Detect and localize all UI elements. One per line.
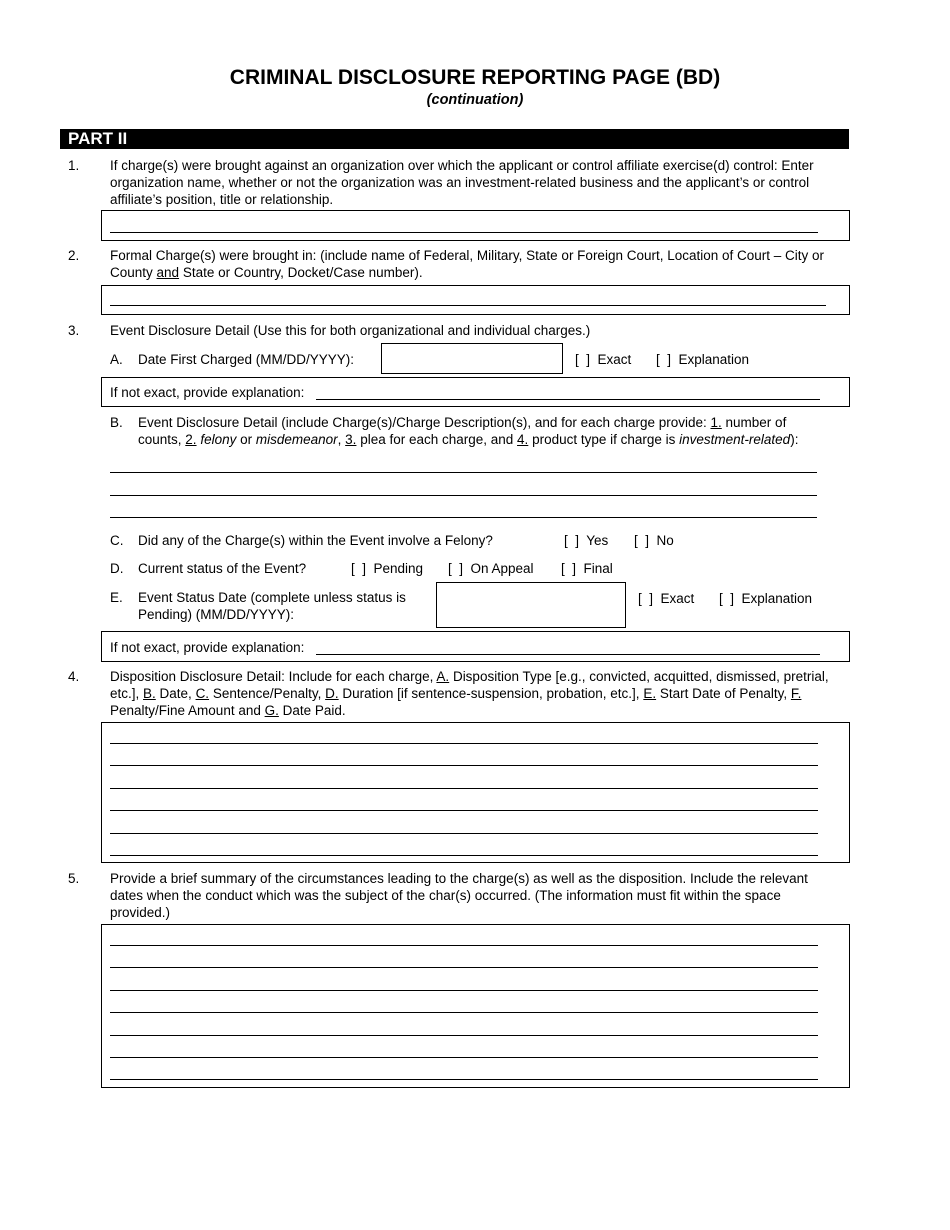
event-status-date-field[interactable] [436, 582, 626, 628]
q3e-letter: E. [110, 590, 123, 605]
answer-line [110, 967, 818, 968]
q3-text: Event Disclosure Detail (Use this for both organizational and individual charges.) [110, 323, 591, 338]
q4-answer-field[interactable] [101, 722, 850, 863]
status-final-checkbox[interactable]: [ ] Final [561, 561, 613, 576]
q2-number: 2. [68, 248, 80, 263]
answer-line [110, 1057, 818, 1058]
q5-text: Provide a brief summary of the circumstances leading to the charge(s) as well as the disposition. Include the relevant dates when the conduct which was the subject of the char(s) occurred. (The information must fit within the space provided.) [110, 871, 808, 920]
q3a-label: Date First Charged (MM/DD/YYYY): [138, 352, 355, 367]
answer-line [110, 765, 818, 766]
page-title: CRIMINAL DISCLOSURE REPORTING PAGE (BD) [229, 66, 721, 89]
q3a-letter: A. [110, 352, 123, 367]
felony-yes-checkbox[interactable]: [ ] Yes [564, 533, 609, 548]
page-subtitle: (continuation) [426, 92, 524, 108]
q3e-exact-checkbox[interactable]: [ ] Exact [638, 591, 695, 606]
answer-line [110, 305, 826, 306]
q3c-label: Did any of the Charge(s) within the Event involve a Felony? [138, 533, 493, 548]
q3b-letter: B. [110, 415, 123, 430]
part-header-bar [60, 129, 849, 149]
q1-text: If charge(s) were brought against an organization over which the applicant or control affiliate exercise(d) control: Enter organization name, whether or not the organization was an investment-related business and the applicant’s or control affiliate’s position, title or relationship. [110, 158, 814, 207]
q3e-explanation-checkbox[interactable]: [ ] Explanation [719, 591, 813, 606]
q3a-explanation-checkbox[interactable]: [ ] Explanation [656, 352, 750, 367]
part-label: PART II [68, 129, 128, 148]
q3b-answer-line[interactable] [110, 517, 817, 518]
answer-line [110, 743, 818, 744]
q3a-explanation-field[interactable] [101, 377, 850, 407]
answer-line [110, 855, 818, 856]
answer-line [110, 810, 818, 811]
q5-number: 5. [68, 871, 80, 886]
q3b-answer-line[interactable] [110, 472, 817, 473]
q3d-letter: D. [110, 561, 124, 576]
q3e-label: Event Status Date (complete unless status is Pending) (MM/DD/YYYY): [138, 590, 406, 622]
q3a-explain-label: If not exact, provide explanation: [110, 385, 305, 400]
q3a-exact-checkbox[interactable]: [ ] Exact [575, 352, 632, 367]
q3c-letter: C. [110, 533, 124, 548]
answer-line [316, 399, 820, 400]
q3e-explain-label: If not exact, provide explanation: [110, 640, 305, 655]
status-on-appeal-checkbox[interactable]: [ ] On Appeal [448, 561, 534, 576]
q1-number: 1. [68, 158, 80, 173]
q2-answer-field[interactable] [101, 285, 850, 315]
answer-line [110, 945, 818, 946]
q3b-answer-line[interactable] [110, 495, 817, 496]
q3b-text: Event Disclosure Detail (include Charge(s)/Charge Description(s), and for each charge provide: 1. number of counts, 2. felony or misdemeanor, 3. plea for each charge, and 4. product type if charge is investment-related): [138, 415, 799, 447]
answer-line [110, 833, 818, 834]
answer-line [110, 990, 818, 991]
status-pending-checkbox[interactable]: [ ] Pending [351, 561, 424, 576]
q4-text: Disposition Disclosure Detail: Include for each charge, A. Disposition Type [e.g., convicted, acquitted, dismissed, pretrial, etc.], B. Date, C. Sentence/Penalty, D. Duration [if sentence-suspension, probation, etc.], E. Start Date of Penalty, F. Penalty/Fine Amount and G. Date Paid. [110, 669, 829, 718]
answer-line [316, 654, 820, 655]
q4-number: 4. [68, 669, 80, 684]
answer-line [110, 1035, 818, 1036]
q2-text: Formal Charge(s) were brought in: (include name of Federal, Military, State or Foreign Court, Location of Court – City or County and State or Country, Docket/Case number). [110, 248, 825, 280]
q5-answer-field[interactable] [101, 924, 850, 1088]
answer-line [110, 232, 818, 233]
q3-number: 3. [68, 323, 80, 338]
answer-line [110, 1012, 818, 1013]
answer-line [110, 788, 818, 789]
q3d-label: Current status of the Event? [138, 561, 307, 576]
felony-no-checkbox[interactable]: [ ] No [634, 533, 674, 548]
answer-line [110, 1079, 818, 1080]
q1-answer-field[interactable] [101, 210, 850, 241]
q3e-explanation-field[interactable] [101, 631, 850, 662]
date-first-charged-field[interactable] [381, 343, 563, 374]
